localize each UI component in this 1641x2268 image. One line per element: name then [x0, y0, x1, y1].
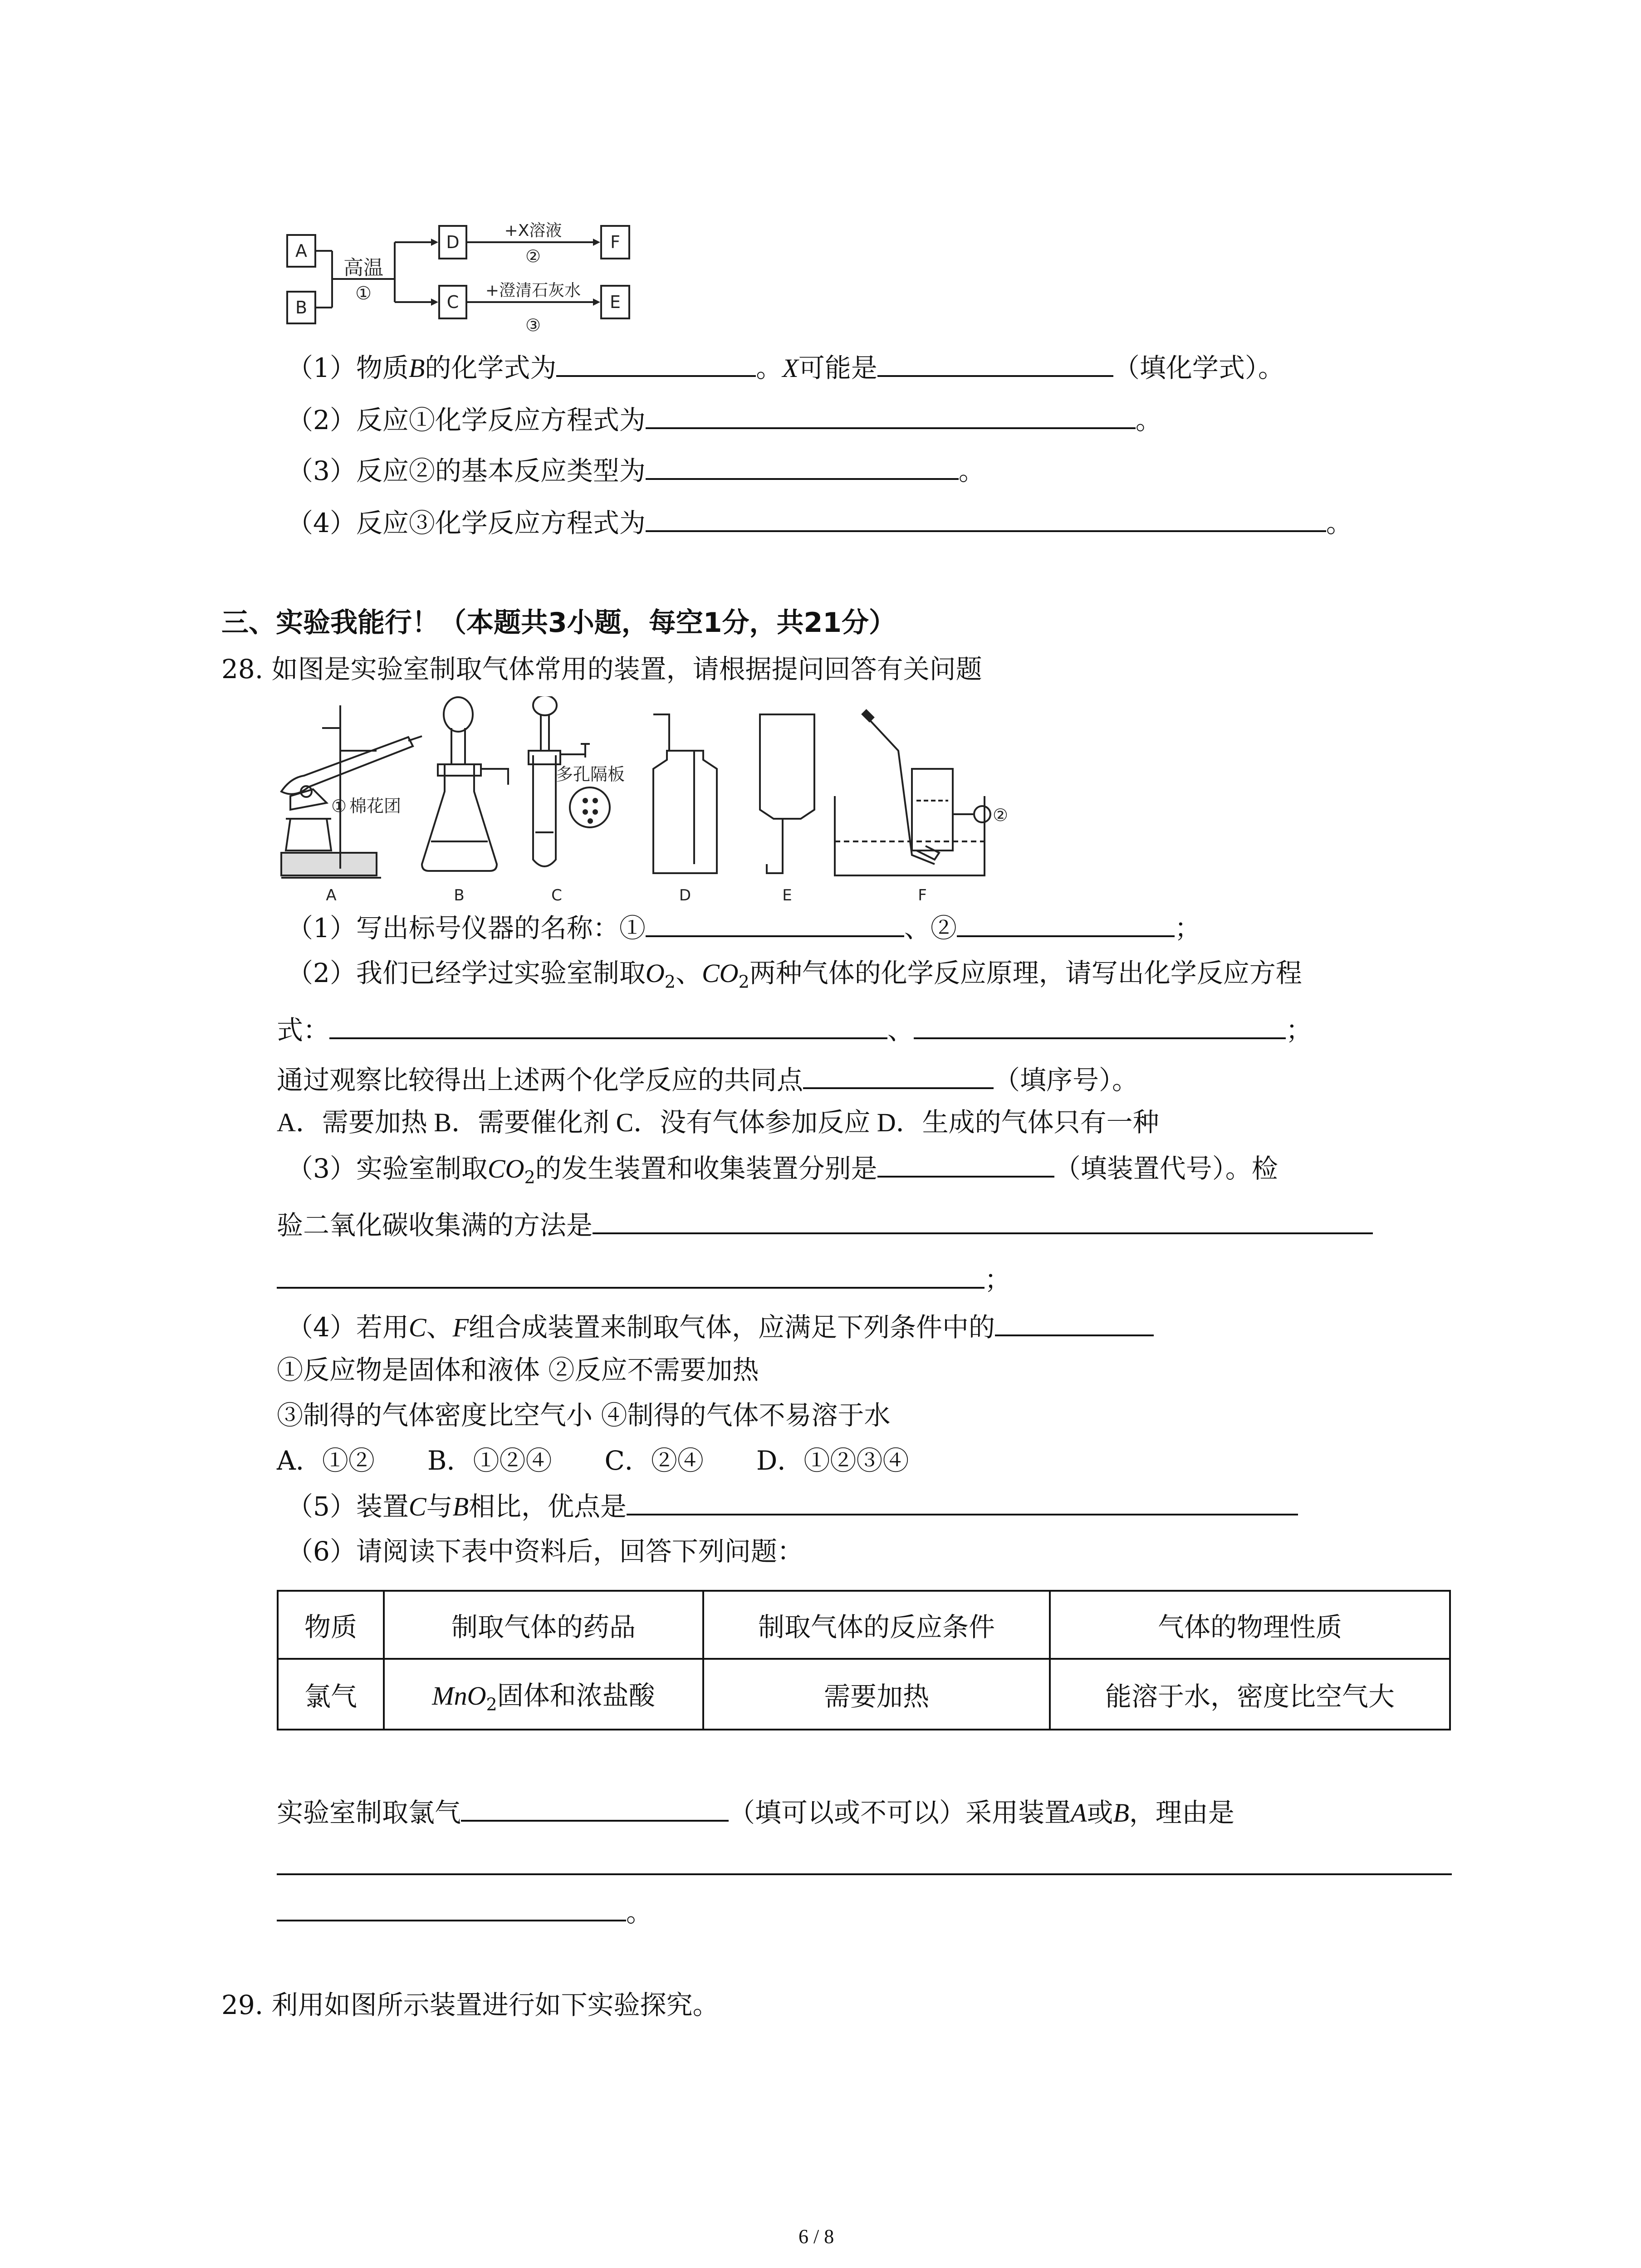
q28-part2-line2: 式： 、 ； [277, 1015, 1313, 1046]
reaction-flow-diagram [277, 218, 921, 345]
q28-title: 28. 如图是实验室制取气体常用的装置，请根据提问回答有关问题 [221, 654, 982, 684]
limewater-label: +澄清石灰水 [485, 281, 581, 300]
q28-part2-options: A．需要加热 B．需要催化剂 C．没有气体参加反应 D．生成的气体只有一种 [277, 1108, 1159, 1137]
node-b: B [295, 298, 308, 318]
label-f: F [918, 886, 927, 904]
cotton-label: 棉花团 [349, 796, 402, 816]
q27-part4: （4）反应③化学反应方程式为 。 [287, 508, 1352, 538]
q28-part3-line2: 验二氧化碳收集满的方法是 [277, 1209, 1373, 1241]
node-d: D [446, 232, 460, 252]
answer-blank-device-codes[interactable] [877, 1152, 1054, 1178]
answer-blank-instrument-2[interactable] [957, 912, 1175, 937]
table-cell: 氯气 [278, 1659, 384, 1730]
answer-blank-co2-full-check-cont[interactable] [277, 1263, 985, 1289]
q28-part6: （6）请阅读下表中资料后，回答下列问题： [287, 1536, 803, 1567]
label-a: A [326, 886, 337, 904]
reaction-1-mark: ① [355, 283, 372, 304]
q28-part2-line1: （2）我们已经学过实验室制取$O_2$、$CO_2$两种气体的化学反应原理，请写出化学反应方程 [287, 958, 1302, 992]
answer-blank-instrument-1[interactable] [646, 912, 904, 937]
q28-part2-line3: 通过观察比较得出上述两个化学反应的共同点 （填序号）。 [277, 1065, 1139, 1095]
label-b: B [454, 886, 465, 904]
table-header: 物质 [278, 1591, 384, 1659]
q27-part3: （3）反应②的基本反应类型为 。 [287, 455, 985, 486]
page-number: 6 / 8 [798, 2225, 834, 2248]
answer-blank-advantage[interactable] [627, 1490, 1298, 1515]
answer-blank-can-or-cannot[interactable] [461, 1796, 729, 1822]
answer-blank-co2-equation[interactable] [914, 1014, 1286, 1039]
q28-part1: （1）写出标号仪器的名称：① 、② ； [287, 913, 1201, 943]
q28-part5: （5）装置C与B相比，优点是 [287, 1490, 1298, 1523]
q27-part1: （1）物质B的化学式为 。X可能是 （填化学式）。 [287, 352, 1284, 383]
reaction-2-mark: ② [525, 246, 541, 266]
apparatus-figure [272, 696, 1080, 905]
q28-part6-end: 。 [277, 1896, 652, 1928]
q28-part4: （4）若用C、F组合成装置来制取气体，应满足下列条件中的 [287, 1311, 1154, 1344]
table-cell: MnO$_2$固体和浓盐酸 [384, 1659, 703, 1730]
answer-blank-x-formula[interactable] [877, 352, 1113, 377]
q28-part3-line1: （3）实验室制取$CO_2$的发生装置和收集装置分别是 （填装置代号）。检 [287, 1153, 1278, 1188]
q29-title: 29. 利用如图所示装置进行如下实验探究。 [221, 1989, 719, 2020]
table-cell: 需要加热 [703, 1659, 1050, 1730]
section-3-heading: 三、实验我能行！（本题共3小题，每空1分，共21分） [221, 607, 896, 639]
answer-blank-common-point[interactable] [803, 1064, 994, 1089]
table-header: 气体的物理性质 [1050, 1591, 1450, 1659]
answer-blank-reaction3-equation[interactable] [646, 507, 1326, 532]
apparatus-f [835, 717, 990, 875]
node-f: F [610, 232, 620, 252]
answer-blank-reaction2-type[interactable] [646, 455, 959, 480]
node-a: A [295, 241, 307, 261]
chlorine-data-table [277, 1590, 1451, 1730]
high-temp-label: 高温 [343, 256, 383, 279]
q28-part6-question: 实验室制取氯气 （填可以或不可以）采用装置A或B，理由是 [277, 1797, 1234, 1828]
reaction-3-mark: ③ [525, 315, 541, 335]
porous-plate-label: 多孔隔板 [556, 764, 625, 784]
answer-blank-reason-cont[interactable] [277, 1896, 626, 1921]
apparatus-b [422, 697, 508, 871]
answer-blank-o2-equation[interactable] [329, 1014, 887, 1039]
q28-part4-options: A．①② B．①②④ C．②④ D．①②③④ [277, 1445, 909, 1476]
mark-2: ② [993, 805, 1009, 825]
node-e: E [609, 292, 621, 312]
answer-blank-reaction1-equation[interactable] [646, 404, 1136, 429]
q27-part2: （2）反应①化学反应方程式为 。 [287, 405, 1162, 435]
x-solution-label: +X溶液 [504, 221, 562, 240]
table-cell: 能溶于水，密度比空气大 [1050, 1659, 1450, 1730]
answer-blank-conditions[interactable] [995, 1311, 1154, 1336]
answer-blank-b-formula[interactable] [556, 352, 756, 377]
apparatus-e [760, 714, 814, 873]
mark-1: ① [331, 796, 347, 816]
q28-condition-3-4: ③制得的气体密度比空气小 ④制得的气体不易溶于水 [277, 1400, 891, 1431]
apparatus-a [281, 705, 422, 878]
label-c: C [551, 886, 562, 904]
table-header: 制取气体的药品 [384, 1591, 703, 1659]
answer-blank-co2-full-check[interactable] [593, 1209, 1373, 1234]
table-header: 制取气体的反应条件 [703, 1591, 1050, 1659]
q28-part3-line3: ； [277, 1263, 1011, 1295]
label-d: D [679, 886, 691, 904]
label-e: E [782, 886, 792, 904]
apparatus-d [653, 714, 717, 873]
q28-condition-1-2: ①反应物是固体和液体 ②反应不需要加热 [277, 1354, 759, 1385]
node-c: C [446, 292, 459, 312]
answer-blank-reason[interactable] [277, 1869, 1452, 1875]
